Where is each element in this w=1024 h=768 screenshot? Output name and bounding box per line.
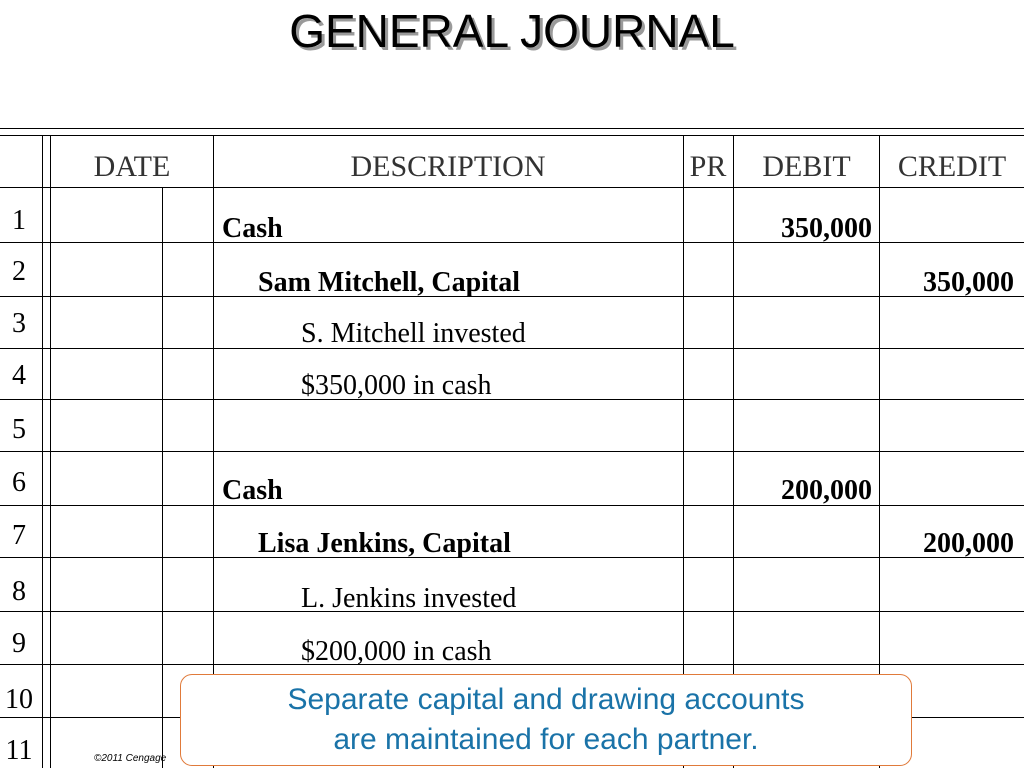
top-rule-inner (0, 135, 1024, 136)
row-number: 6 (12, 467, 26, 498)
header-debit: DEBIT (762, 150, 851, 183)
header-description: DESCRIPTION (350, 150, 546, 183)
copyright-notice: ©2011 Cengage (94, 753, 167, 764)
entry-description: Cash (222, 475, 283, 506)
header-date: DATE (93, 150, 171, 183)
header-credit: CREDIT (897, 150, 1007, 183)
row-number: 9 (12, 628, 26, 659)
entry-explanation: L. Jenkins invested (301, 583, 517, 614)
row-number: 7 (12, 520, 26, 551)
row-number: 4 (12, 360, 26, 391)
entry-explanation: $350,000 in cash (301, 370, 492, 401)
debit-amount: 350,000 (781, 213, 872, 244)
row-rule (0, 557, 1024, 558)
column-divider (162, 187, 163, 768)
callout-note (180, 674, 912, 766)
row-number: 10 (5, 684, 33, 715)
row-number: 8 (12, 576, 26, 607)
entry-description: Sam Mitchell, Capital (258, 267, 521, 298)
entry-explanation: S. Mitchell invested (301, 318, 526, 349)
entry-description: Lisa Jenkins, Capital (258, 528, 511, 559)
row-number: 1 (12, 205, 26, 236)
row-rule (0, 451, 1024, 452)
row-rule (0, 664, 1024, 665)
callout-line-1: Separate capital and drawing accounts (287, 683, 805, 716)
row-rule (0, 399, 1024, 400)
callout-line-2: are maintained for each partner. (333, 723, 759, 756)
top-rule (0, 128, 1024, 129)
header-rule (0, 187, 1024, 188)
debit-amount: 200,000 (781, 475, 872, 506)
header-pr: PR (689, 150, 727, 183)
page-title: GENERAL JOURNAL (289, 5, 735, 57)
row-number: 3 (12, 308, 26, 339)
credit-amount: 200,000 (923, 528, 1014, 559)
credit-amount: 350,000 (923, 267, 1014, 298)
entry-description: Cash (222, 213, 283, 244)
row-number: 11 (5, 735, 33, 766)
entry-explanation: $200,000 in cash (301, 636, 492, 667)
row-number: 5 (12, 414, 26, 445)
row-number: 2 (12, 256, 26, 287)
